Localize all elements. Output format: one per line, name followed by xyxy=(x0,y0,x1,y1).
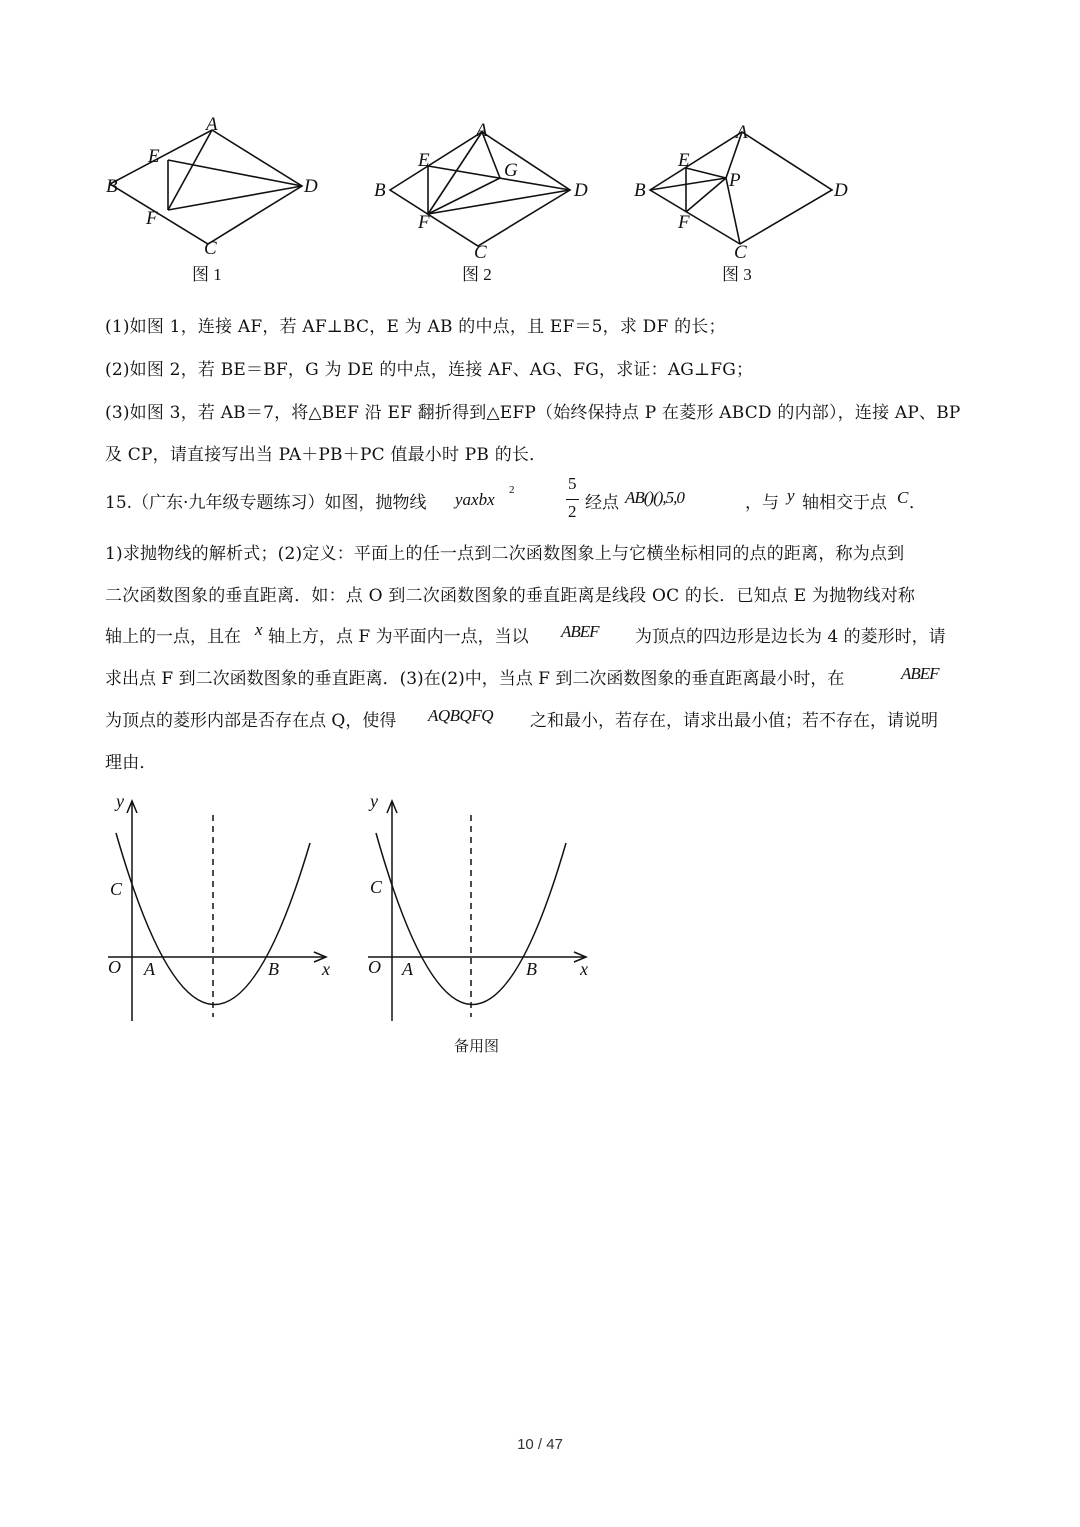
label-a: A xyxy=(144,959,155,979)
label-x: x xyxy=(322,959,330,979)
problem-15-line-3: 二次函数图象的垂直距离．如：点 O 到二次函数图象的垂直距离是线段 OC 的长．已知点 E 为抛物线对称 xyxy=(105,586,916,606)
expr-aqbqfq: AQBQFQ xyxy=(428,706,493,725)
label-b: B xyxy=(374,180,386,201)
parabola-graph-2 xyxy=(360,785,610,1065)
label-e: E xyxy=(148,146,160,167)
problem-15-line-1 xyxy=(105,474,985,528)
fraction-numerator: 5 xyxy=(568,474,577,493)
text-line4-a: 轴上的一点，且在 xyxy=(105,627,241,647)
label-d: D xyxy=(574,180,588,201)
label-d: D xyxy=(304,176,318,197)
figure-caption: 图 3 xyxy=(722,265,752,284)
formula-garbled: yaxbx xyxy=(455,490,495,509)
label-f: F xyxy=(418,212,430,233)
point-garbled: AB()(),5,0 xyxy=(625,488,684,507)
label-y: y xyxy=(370,791,378,811)
label-b: B xyxy=(106,176,118,197)
label-a: A xyxy=(736,122,748,143)
label-c: C xyxy=(474,242,487,263)
problem-15-line-4 xyxy=(105,622,985,652)
label-x: x xyxy=(580,959,588,979)
formula-exponent: 2 xyxy=(509,484,515,496)
text-line6-b: 之和最小，若存在，请求出最小值；若不存在，请说明 xyxy=(530,711,938,731)
fraction-denominator: 2 xyxy=(568,502,577,521)
problem-15-intro: 15.（广东·九年级专题练习）如图，抛物线 xyxy=(105,493,427,513)
label-e: E xyxy=(418,150,430,171)
vertices-abef: ABEF xyxy=(561,622,599,641)
label-a: A xyxy=(206,114,218,135)
problem-15-line-7: 理由． xyxy=(105,753,157,773)
label-c: C xyxy=(734,242,747,263)
label-p: P xyxy=(729,170,741,191)
label-g: G xyxy=(504,160,518,181)
label-c: C xyxy=(204,238,217,259)
fraction-bar xyxy=(566,499,579,500)
problem-15-line-2: 1)求抛物线的解析式；(2)定义：平面上的任一点到二次函数图象上与它横坐标相同的点的距离，称为点到 xyxy=(105,544,905,564)
problem-15-line-6 xyxy=(105,706,985,736)
figure-2 xyxy=(370,110,610,290)
text-yu: ，与 xyxy=(745,493,779,513)
label-o: O xyxy=(108,957,121,977)
text-dot: ． xyxy=(909,493,926,513)
parabola-graph-1 xyxy=(100,785,350,1065)
graph-caption: 备用图 xyxy=(454,1039,500,1055)
label-c: C xyxy=(370,877,383,897)
page-number: 10 / 47 xyxy=(517,1436,563,1453)
point-c: C xyxy=(897,488,909,507)
label-b: B xyxy=(268,959,279,979)
figure-caption: 图 1 xyxy=(192,265,222,284)
label-a: A xyxy=(476,120,488,141)
vertices-abef-2: ABEF xyxy=(901,664,939,683)
var-y: y xyxy=(787,486,795,505)
text-line4-c: 为顶点的四边形是边长为 4 的菱形时，请 xyxy=(635,627,946,647)
label-c: C xyxy=(110,879,123,899)
text-jingdian: 经点 xyxy=(585,493,619,513)
label-o: O xyxy=(368,957,381,977)
question-3-line-1: (3)如图 3，若 AB＝7，将△BEF 沿 EF 翻折得到△EFP（始终保持点 P 在菱形 ABCD 的内部），连接 AP、BP xyxy=(105,403,961,423)
label-e: E xyxy=(678,150,690,171)
text-axis: 轴相交于点 xyxy=(802,493,887,513)
label-d: D xyxy=(834,180,848,201)
label-b: B xyxy=(526,959,537,979)
problem-15-line-5 xyxy=(105,664,985,694)
label-f: F xyxy=(678,212,690,233)
var-x: x xyxy=(255,620,263,639)
text-line5-a: 求出点 F 到二次函数图象的垂直距离．(3)在(2)中，当点 F 到二次函数图象的垂直距离最小时，在 xyxy=(105,669,845,689)
label-a: A xyxy=(402,959,413,979)
label-f: F xyxy=(146,208,158,229)
question-2: (2)如图 2，若 BE＝BF，G 为 DE 的中点，连接 AF、AG、FG，求证：AG⊥FG； xyxy=(105,360,754,380)
label-y: y xyxy=(116,791,124,811)
text-line6-a: 为顶点的菱形内部是否存在点 Q，使得 xyxy=(105,711,397,731)
figure-caption: 图 2 xyxy=(462,265,492,284)
question-1: (1)如图 1，连接 AF，若 AF⊥BC，E 为 AB 的中点，且 EF＝5，求 DF 的长； xyxy=(105,317,726,337)
label-b: B xyxy=(634,180,646,201)
text-line4-b: 轴上方，点 F 为平面内一点，当以 xyxy=(268,627,529,647)
figure-3 xyxy=(630,110,870,290)
question-3-line-2: 及 CP，请直接写出当 PA＋PB＋PC 值最小时 PB 的长． xyxy=(105,445,547,465)
figure-1 xyxy=(100,110,340,290)
